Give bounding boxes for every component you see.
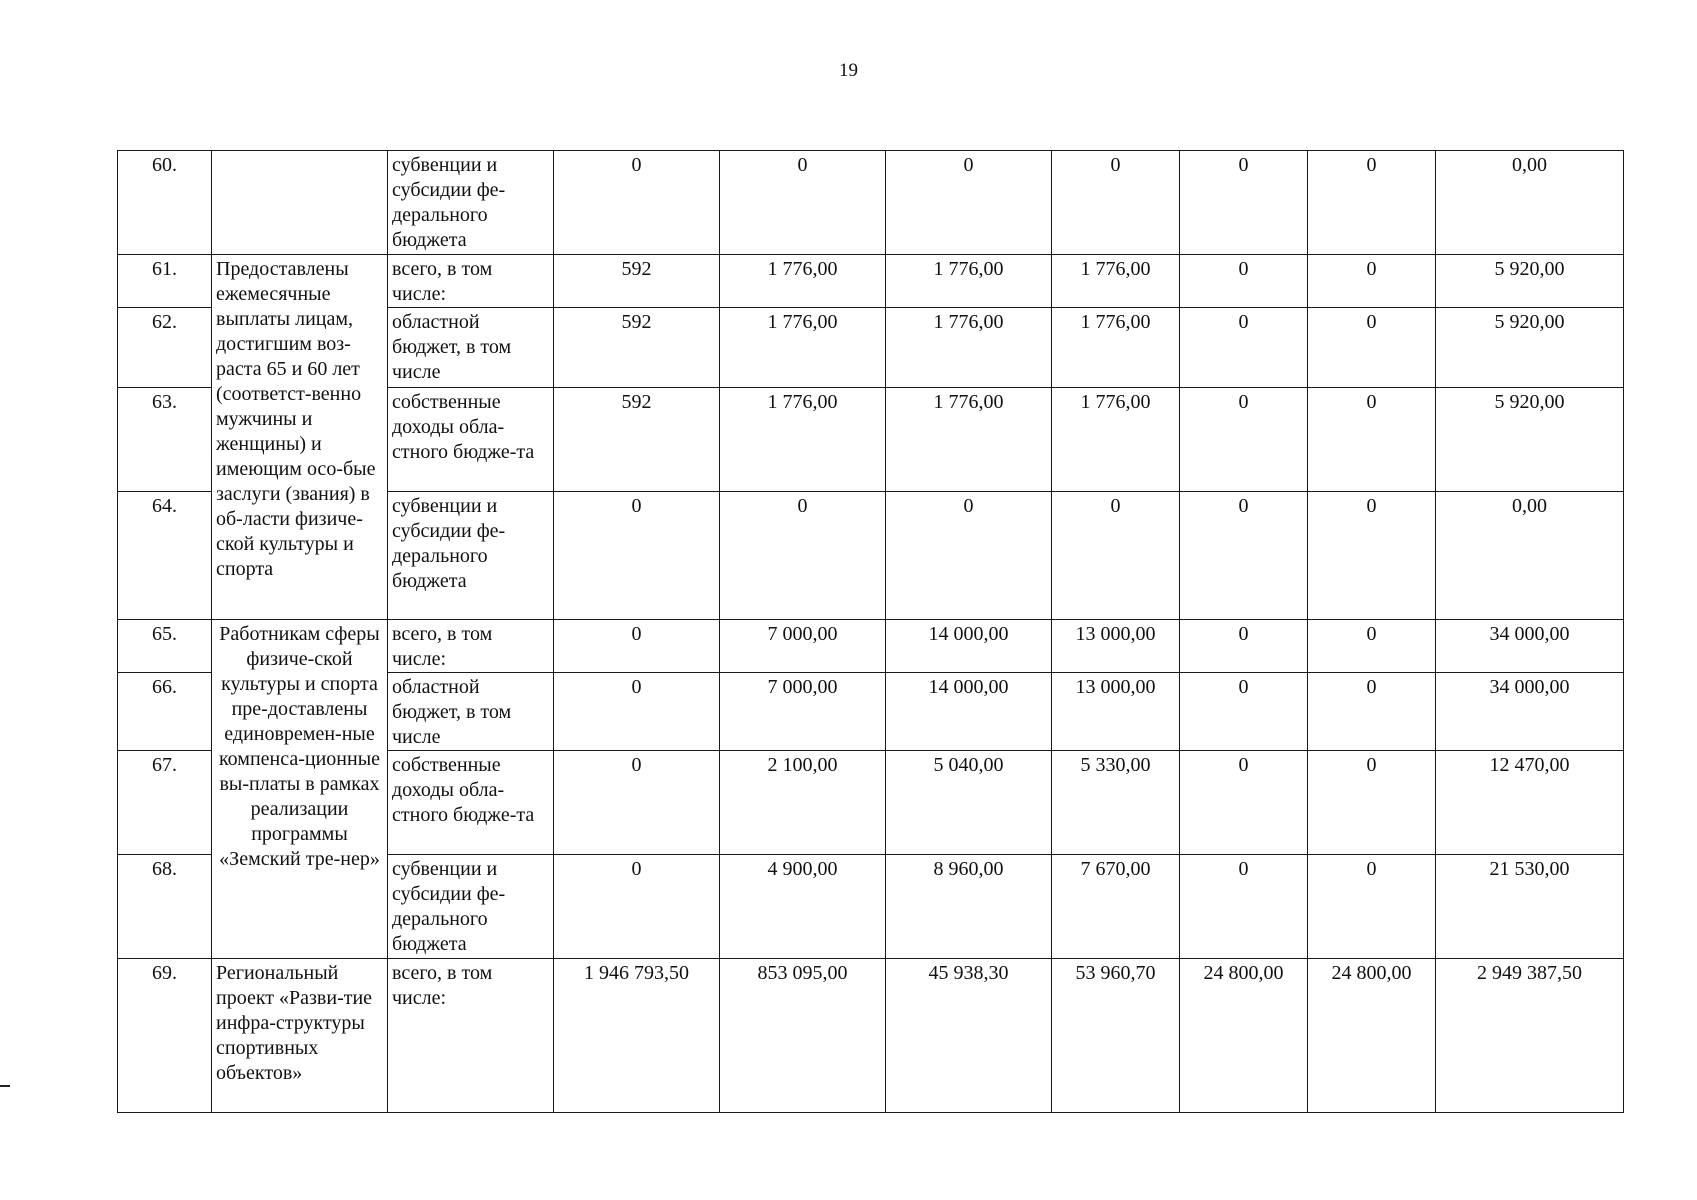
value-col-5: 0: [1180, 620, 1308, 673]
row-number: 64.: [118, 492, 212, 620]
value-col-2: 2 100,00: [720, 751, 886, 855]
value-col-5: 24 800,00: [1180, 959, 1308, 1113]
value-col-5: 0: [1180, 255, 1308, 308]
value-col-1: 0: [554, 751, 720, 855]
value-col-6: 0: [1308, 151, 1436, 255]
value-col-3: 1 776,00: [886, 388, 1052, 492]
value-col-6: 0: [1308, 492, 1436, 620]
value-col-4: 13 000,00: [1052, 673, 1180, 751]
value-col-1: 0: [554, 492, 720, 620]
section-description: Региональный проект «Разви-тие инфра-структуры спортивных объектов»: [212, 959, 388, 1113]
value-total: 0,00: [1436, 151, 1624, 255]
funding-source: субвенции и субсидии фе-дерального бюджета: [388, 855, 554, 959]
value-total: 2 949 387,50: [1436, 959, 1624, 1113]
value-col-3: 0: [886, 151, 1052, 255]
value-total: 5 920,00: [1436, 388, 1624, 492]
value-col-6: 0: [1308, 620, 1436, 673]
value-col-2: 1 776,00: [720, 308, 886, 388]
value-col-4: 1 776,00: [1052, 388, 1180, 492]
funding-source: субвенции и субсидии фе-дерального бюджета: [388, 151, 554, 255]
value-col-2: 1 776,00: [720, 388, 886, 492]
value-col-1: 592: [554, 388, 720, 492]
value-col-3: 1 776,00: [886, 308, 1052, 388]
value-col-4: 0: [1052, 151, 1180, 255]
value-col-4: 0: [1052, 492, 1180, 620]
value-total: 5 920,00: [1436, 255, 1624, 308]
value-total: 34 000,00: [1436, 620, 1624, 673]
budget-table: [117, 150, 1624, 1113]
value-col-4: 53 960,70: [1052, 959, 1180, 1113]
value-col-6: 0: [1308, 751, 1436, 855]
value-col-3: 0: [886, 492, 1052, 620]
value-col-3: 14 000,00: [886, 673, 1052, 751]
page-number: 19: [839, 60, 858, 81]
value-col-4: 1 776,00: [1052, 308, 1180, 388]
value-col-5: 0: [1180, 388, 1308, 492]
row-number: 69.: [118, 959, 212, 1113]
funding-source: субвенции и субсидии фе-дерального бюджета: [388, 492, 554, 620]
value-col-2: 0: [720, 492, 886, 620]
value-col-6: 0: [1308, 255, 1436, 308]
funding-source: собственные доходы обла-стного бюдже-та: [388, 751, 554, 855]
value-col-2: 1 776,00: [720, 255, 886, 308]
value-total: 0,00: [1436, 492, 1624, 620]
value-col-5: 0: [1180, 308, 1308, 388]
row-number: 66.: [118, 673, 212, 751]
value-col-5: 0: [1180, 492, 1308, 620]
value-col-1: 0: [554, 151, 720, 255]
table-row: [118, 151, 1624, 255]
value-col-1: 1 946 793,50: [554, 959, 720, 1113]
value-col-3: 8 960,00: [886, 855, 1052, 959]
section-description-empty: [212, 151, 388, 255]
row-number: 67.: [118, 751, 212, 855]
value-col-4: 7 670,00: [1052, 855, 1180, 959]
value-col-5: 0: [1180, 673, 1308, 751]
funding-source: всего, в том числе:: [388, 620, 554, 673]
funding-source: всего, в том числе:: [388, 959, 554, 1113]
table-row: [118, 959, 1624, 1113]
value-col-4: 1 776,00: [1052, 255, 1180, 308]
value-col-1: 592: [554, 255, 720, 308]
value-col-3: 14 000,00: [886, 620, 1052, 673]
value-col-2: 853 095,00: [720, 959, 886, 1113]
row-number: 65.: [118, 620, 212, 673]
value-col-5: 0: [1180, 855, 1308, 959]
value-col-2: 7 000,00: [720, 620, 886, 673]
value-col-6: 0: [1308, 855, 1436, 959]
row-number: 61.: [118, 255, 212, 308]
value-col-5: 0: [1180, 151, 1308, 255]
value-col-1: 592: [554, 308, 720, 388]
value-col-3: 45 938,30: [886, 959, 1052, 1113]
section-description: Предоставлены ежемесячные выплаты лицам, достигшим воз-раста 65 и 60 лет (соответст-венно мужчины и женщины) и имеющим осо-бые заслуги (звания) в об-ласти физиче-ской культуры и спорта: [212, 255, 388, 620]
value-col-6: 24 800,00: [1308, 959, 1436, 1113]
value-col-6: 0: [1308, 308, 1436, 388]
row-number: 62.: [118, 308, 212, 388]
value-col-6: 0: [1308, 388, 1436, 492]
value-col-3: 5 040,00: [886, 751, 1052, 855]
funding-source: областной бюджет, в том числе: [388, 673, 554, 751]
value-col-2: 4 900,00: [720, 855, 886, 959]
value-col-6: 0: [1308, 673, 1436, 751]
scan-margin-mark: [0, 1085, 10, 1087]
value-col-2: 7 000,00: [720, 673, 886, 751]
value-col-1: 0: [554, 673, 720, 751]
table-row: [118, 620, 1624, 673]
row-number: 68.: [118, 855, 212, 959]
section-description: Работникам сферы физиче-ской культуры и спорта пре-доставлены единовремен-ные компенса-ционные вы-платы в рамках реализации программы «Земский тре-нер»: [212, 620, 388, 959]
value-total: 5 920,00: [1436, 308, 1624, 388]
row-number: 63.: [118, 388, 212, 492]
value-total: 21 530,00: [1436, 855, 1624, 959]
value-col-1: 0: [554, 855, 720, 959]
funding-source: собственные доходы обла-стного бюдже-та: [388, 388, 554, 492]
value-col-2: 0: [720, 151, 886, 255]
value-total: 34 000,00: [1436, 673, 1624, 751]
value-col-4: 13 000,00: [1052, 620, 1180, 673]
funding-source: областной бюджет, в том числе: [388, 308, 554, 388]
funding-source: всего, в том числе:: [388, 255, 554, 308]
value-total: 12 470,00: [1436, 751, 1624, 855]
value-col-5: 0: [1180, 751, 1308, 855]
value-col-3: 1 776,00: [886, 255, 1052, 308]
row-number: 60.: [118, 151, 212, 255]
value-col-1: 0: [554, 620, 720, 673]
value-col-4: 5 330,00: [1052, 751, 1180, 855]
table-row: [118, 255, 1624, 308]
